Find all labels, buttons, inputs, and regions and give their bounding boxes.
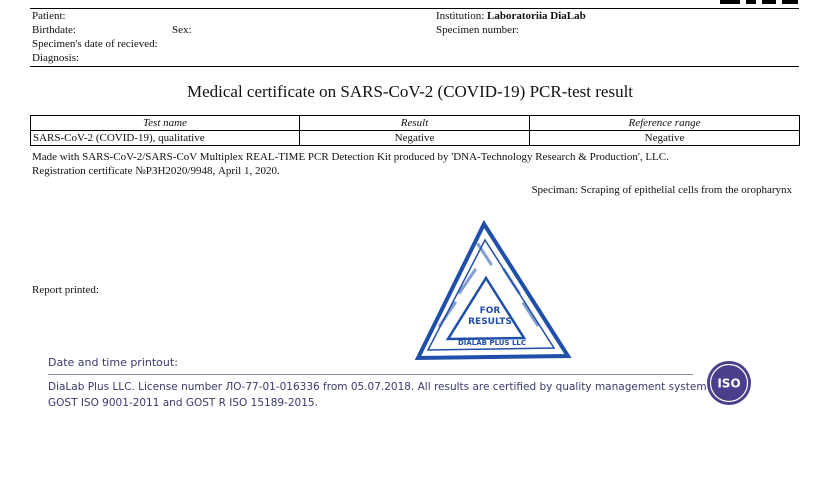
printout-label: Date and time printout: xyxy=(48,356,178,369)
iso-badge-label: ISO xyxy=(717,376,741,391)
cell-result: Negative xyxy=(300,131,530,146)
institution-name: Laboratoriia DiaLab xyxy=(487,10,586,22)
cell-reference-range: Negative xyxy=(530,131,800,146)
specimen-type-text: Speciman: Scraping of epithelial cells from the oropharynx xyxy=(531,184,792,196)
specimen-number-label: Specimen number: xyxy=(436,24,519,36)
method-text-line2: Registration certificate №РЗН2020/9948, April 1, 2020. xyxy=(32,165,280,177)
method-text-line1: Made with SARS-CoV-2/SARS-CoV Multiplex REAL-TIME PCR Detection Kit produced by 'DNA-Technology Research & Production', LLC. xyxy=(32,151,669,163)
laboratory-stamp xyxy=(412,218,572,363)
license-text-line1: DiaLab Plus LLC. License number ЛО-77-01-016336 from 05.07.2018. All results are certified by quality management system xyxy=(48,381,707,393)
birthdate-label: Birthdate: xyxy=(32,24,76,36)
col-header-reference-range: Reference range xyxy=(530,116,800,131)
col-header-test-name: Test name xyxy=(31,116,300,131)
report-printed-label: Report printed: xyxy=(32,284,99,296)
table-row xyxy=(31,131,800,146)
results-table xyxy=(30,115,800,146)
logo-fragment xyxy=(720,0,800,6)
license-text-line2: GOST ISO 9001-2011 and GOST R ISO 15189-2015. xyxy=(48,397,318,409)
col-header-result: Result xyxy=(300,116,530,131)
stamp-text-for: FOR xyxy=(479,306,501,316)
stamp-text-results: RESULTS xyxy=(468,317,512,327)
header-bottom-rule xyxy=(30,66,799,67)
header-top-rule xyxy=(30,8,799,9)
document-title: Medical certificate on SARS-CoV-2 (COVID-19) PCR-test result xyxy=(186,82,634,101)
specimen-date-label: Specimen's date of recieved: xyxy=(32,38,158,50)
diagnosis-label: Diagnosis: xyxy=(32,52,80,64)
cell-test-name: SARS-CoV-2 (COVID-19), qualitative xyxy=(31,131,300,146)
institution-label: Institution: xyxy=(436,10,485,22)
iso-badge-icon xyxy=(706,360,752,406)
sex-label: Sex: xyxy=(172,24,192,36)
stamp-text-company: DIALAB PLUS LLC xyxy=(457,339,527,347)
footer-rule xyxy=(48,374,693,375)
patient-label: Patient: xyxy=(32,10,66,22)
table-header-row xyxy=(31,116,800,131)
institution-field xyxy=(436,10,586,23)
